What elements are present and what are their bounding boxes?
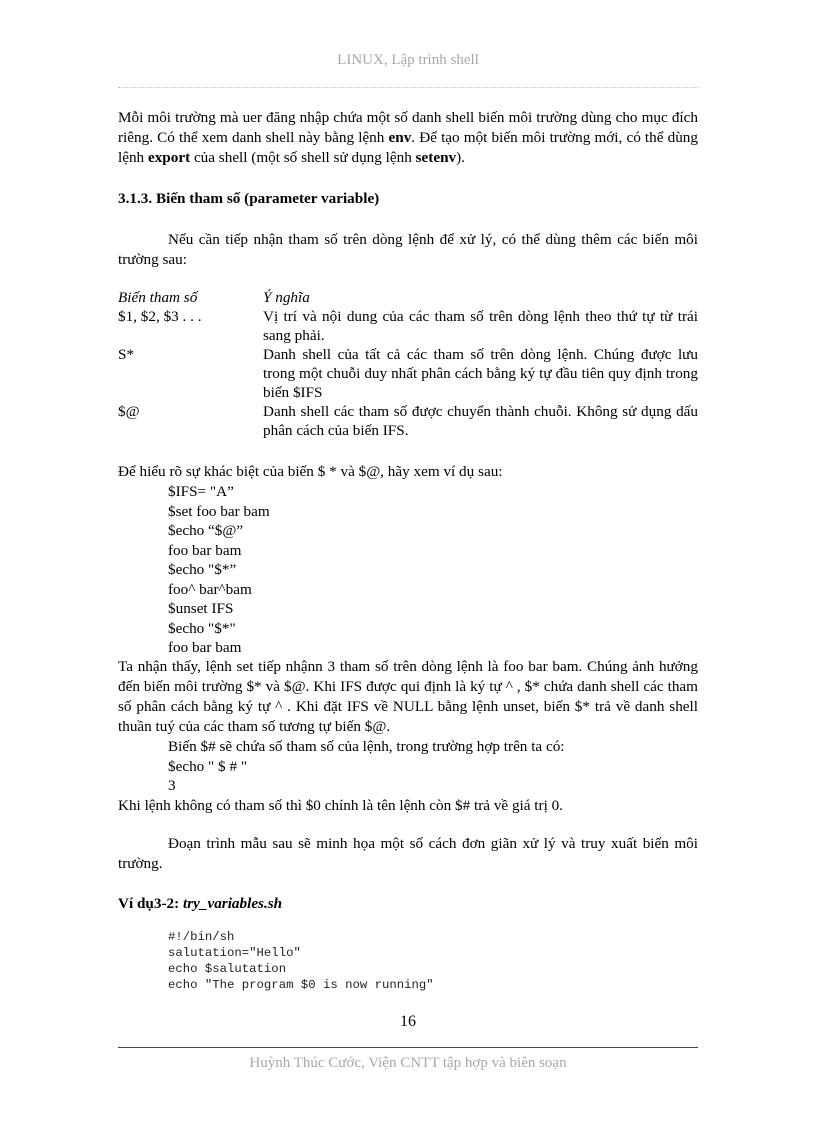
lead-block (118, 230, 698, 270)
cmd-export: export (147, 149, 191, 166)
section-heading: 3.1.3. Biến tham số (parameter variable) (118, 190, 380, 207)
params-table (118, 288, 698, 440)
example-title (118, 894, 698, 914)
param-name: S* (118, 346, 135, 363)
col-header-name: Biến tham số (118, 289, 198, 306)
example-block (118, 462, 698, 658)
cmd-setenv: setenv (415, 149, 457, 166)
header-rule (118, 87, 698, 88)
col-header-meaning: Ý nghĩa (263, 289, 310, 306)
table-row (118, 402, 698, 440)
example-line: $set foo bar bam (168, 502, 270, 520)
example-lines (118, 482, 698, 658)
count-line: $echo " $ # " (168, 757, 248, 775)
example-line: $unset IFS (168, 600, 234, 617)
example-line: $IFS= "A” (168, 483, 234, 500)
param-name: $1, $2, $3 . . . (118, 308, 202, 325)
example-file: try_variables.sh (182, 895, 283, 912)
example-line: foo bar bam (168, 541, 242, 559)
example-line: foo bar bam (168, 639, 242, 656)
demo-paragraph: Đoạn trình mẫu sau sẽ minh họa một số cách đơn giãn xử lý và truy xuất biến môi trường. (118, 835, 698, 872)
script-line: #!/bin/sh (168, 930, 235, 944)
running-footer: Huỳnh Thúc Cước, Viện CNTT tập hợp và biên soạn (249, 1055, 567, 1071)
example-intro: Để hiểu rõ sự khác biệt của biến $ * và $@, hãy xem ví dụ sau: (118, 463, 503, 480)
explanation-block (118, 657, 698, 816)
table-row (118, 307, 698, 345)
count-line: Biến $# sẽ chứa số tham số của lệnh, trong trường hợp trên ta có: (168, 738, 565, 755)
demo-block (118, 834, 698, 874)
param-desc: Vị trí và nội dung của các tham số trên dòng lệnh theo thứ tự từ trái sang phải. (263, 308, 698, 344)
script-line: echo "The program $0 is now running" (168, 978, 434, 992)
param-desc: Danh shell các tham số được chuyển thành chuỗi. Không sử dụng dấu phân cách của biến IFS. (263, 403, 698, 439)
example-line: $echo "$*" (168, 619, 236, 637)
params-table-block (118, 288, 698, 440)
cmd-env: env (388, 129, 412, 146)
param-name: $@ (118, 403, 140, 420)
example-line: $echo “$@” (168, 522, 244, 539)
table-row (118, 345, 698, 402)
zero-note: Khi lệnh không có tham số thì $0 chính là tên lệnh còn $# trả về giá trị 0. (118, 796, 563, 814)
param-desc: Danh shell của tất cả các tham số trên dòng lệnh. Chúng được lưu trong một chuỗi duy nhất phân cách bằng ký tự đầu tiên quy định trong biến $IFS (263, 346, 698, 401)
footer-rule (118, 1047, 698, 1048)
lead-paragraph: Nếu cần tiếp nhận tham số trên dòng lệnh để xử lý, có thể dùng thêm các biến môi trường sau: (118, 231, 698, 268)
count-block (118, 737, 698, 796)
script-line: echo $salutation (168, 962, 287, 976)
script-line: salutation="Hello" (168, 946, 301, 960)
example-line: foo^ bar^bam (168, 580, 252, 598)
running-header: LINUX, Lập trình shell (337, 52, 479, 68)
example-line: $echo "$*” (168, 561, 237, 578)
params-table-header (118, 288, 698, 307)
example-label: Ví dụ3-2: (118, 895, 183, 912)
intro-block (118, 108, 698, 168)
intro-paragraph: Mỗi môi trường mà uer đăng nhập chứa một số danh shell biến môi trường dùng cho mục đích riêng. Có thể xem danh shell này bằng lệnh env. Để tạo một biến môi trường mới, có thể dùng lệnh export của shell (một số shell sử dụng lệnh setenv). (118, 109, 698, 166)
explanation-paragraph: Ta nhận thấy, lệnh set tiếp nhậnn 3 tham số trên dòng lệnh là foo bar bam. Chúng ảnh hưởng đến biến môi trường $* và $@. Khi IFS được qui định là ký tự ^ , $* chứa danh shell các tham số phân cách bằng ký tự ^ . Khi đặt IFS về NULL bằng lệnh unset, biến $* trả về danh shell thuần tuý của các tham số tương tự biến $@. (118, 658, 698, 735)
page-number: 16 (400, 1013, 416, 1030)
count-line: 3 (168, 777, 176, 794)
script-listing (118, 929, 698, 993)
